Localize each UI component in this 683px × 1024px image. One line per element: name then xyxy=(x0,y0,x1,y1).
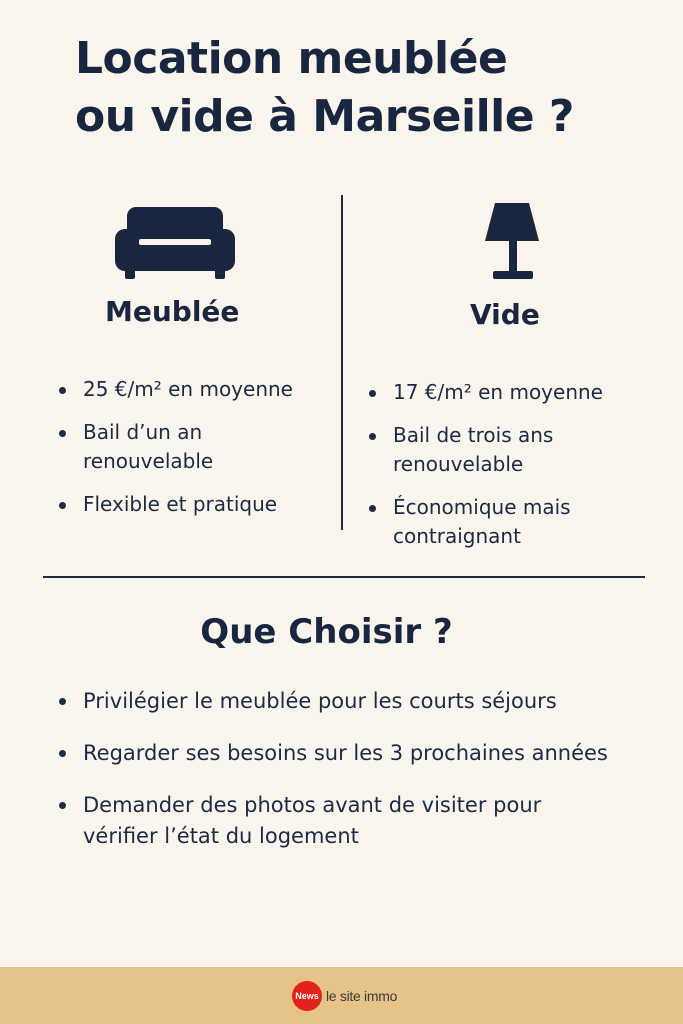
page-title xyxy=(75,30,655,146)
brand-logo[interactable] xyxy=(292,981,397,1011)
title-line-1: Location meublée xyxy=(75,33,508,84)
choose-heading: Que Choisir ? xyxy=(200,612,453,652)
list-item: Bail de trois ans renouvelable xyxy=(365,421,603,479)
vide-heading: Vide xyxy=(470,298,540,331)
footer xyxy=(0,967,683,1024)
list-item: Regarder ses besoins sur les 3 prochaines années xyxy=(55,738,675,769)
meublee-list xyxy=(55,375,330,533)
list-item: 25 €/m² en moyenne xyxy=(55,375,330,404)
list-item: Économique mais contraignant xyxy=(365,493,623,551)
vertical-divider xyxy=(341,195,343,530)
list-item: Flexible et pratique xyxy=(55,490,330,519)
list-item: 17 €/m² en moyenne xyxy=(365,378,655,407)
list-item: Privilégier le meublée pour les courts séjours xyxy=(55,686,675,717)
vide-list xyxy=(365,378,655,565)
lamp-icon xyxy=(483,201,543,287)
choose-list xyxy=(55,686,675,873)
news-badge-icon: News xyxy=(292,981,322,1011)
title-line-2: ou vide à Marseille ? xyxy=(75,91,574,142)
list-item: Bail d’un an renouvelable xyxy=(55,418,263,476)
meublee-heading: Meublée xyxy=(105,295,240,328)
sofa-icon xyxy=(115,203,235,283)
brand-name: le site immo xyxy=(326,988,398,1004)
horizontal-divider xyxy=(43,576,645,578)
list-item: Demander des photos avant de visiter pour vérifier l’état du logement xyxy=(55,790,553,852)
